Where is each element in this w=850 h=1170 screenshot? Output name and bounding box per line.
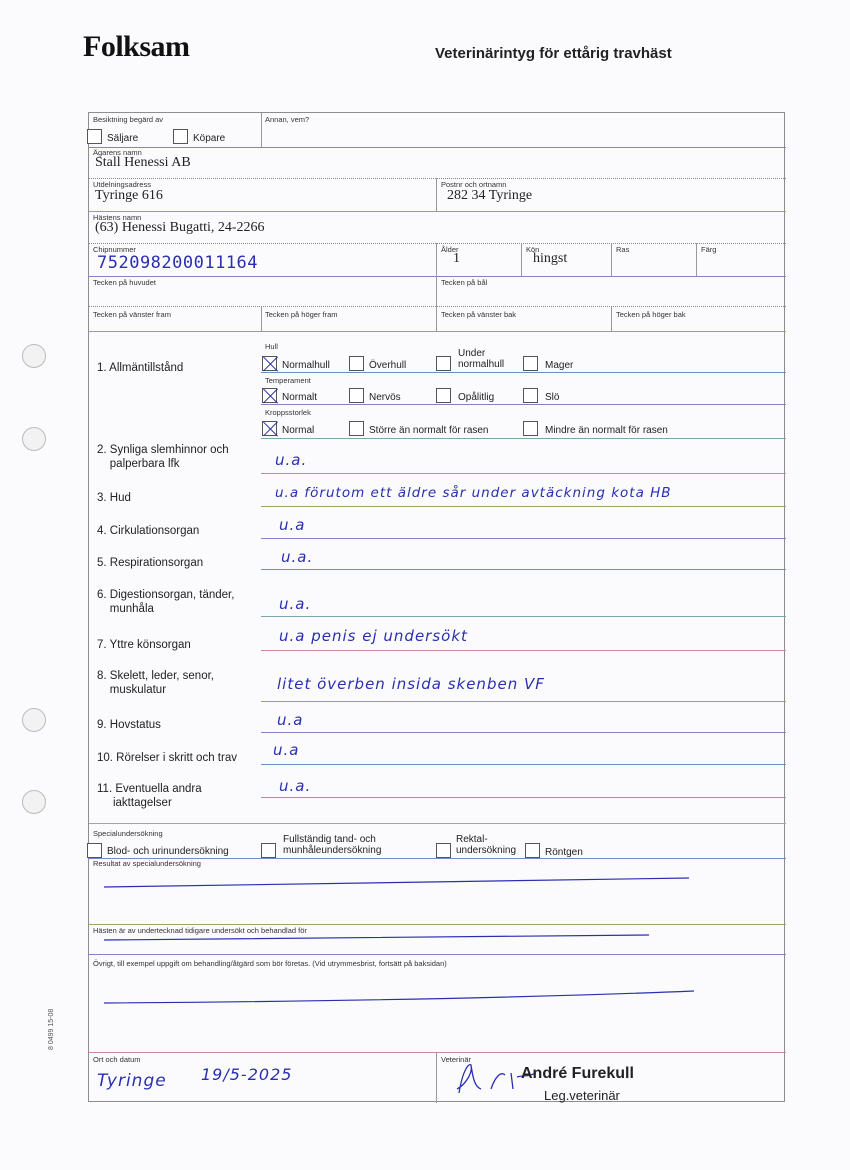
size-smaller-checkbox[interactable]	[523, 421, 538, 436]
punch-hole	[22, 708, 46, 732]
chip-label: Chipnummer	[93, 245, 136, 254]
temperament-option-label: Normalt	[282, 392, 318, 403]
blood-urine-label: Blod- och urinundersökning	[107, 846, 229, 857]
color-label: Färg	[701, 245, 717, 254]
address-label: Utdelningsadress	[93, 180, 151, 189]
notes-pen-stroke	[99, 985, 699, 1009]
divider	[436, 306, 437, 331]
section-2-label: 2. Synliga slemhinnor och palperbara lfk	[97, 444, 229, 470]
section-3-value[interactable]: u.a förutom ett äldre sår under avtäckning kota HB	[275, 485, 672, 501]
divider	[89, 276, 786, 277]
section-6-value[interactable]: u.a.	[279, 595, 312, 613]
size-option-label: Normal	[282, 425, 315, 436]
divider	[89, 924, 786, 925]
mark-right-front-label: Tecken på höger fram	[265, 310, 338, 319]
divider	[261, 650, 786, 651]
divider	[89, 954, 786, 955]
age-label: Ålder	[441, 245, 459, 254]
temperament-unreliable-checkbox[interactable]	[436, 388, 451, 403]
temperament-nervous-checkbox[interactable]	[349, 388, 364, 403]
dental-label: Fullständig tand- och munhåleundersökning	[283, 834, 382, 856]
temperament-option-label: Nervös	[369, 392, 401, 403]
hull-under-checkbox[interactable]	[436, 356, 451, 371]
divider	[261, 404, 786, 405]
divider	[261, 473, 786, 474]
body-size-label: Kroppsstorlek	[265, 408, 311, 417]
mark-right-rear-label: Tecken på höger bak	[616, 310, 686, 319]
section-8-label: 8. Skelett, leder, senor, muskulatur	[97, 670, 214, 696]
age-value[interactable]: 1	[453, 251, 460, 266]
divider	[696, 243, 697, 276]
divider	[261, 113, 262, 147]
document-title: Veterinärintyg för ettårig travhäst	[435, 45, 672, 62]
form-frame	[88, 112, 785, 1102]
divider	[261, 797, 786, 798]
divider	[89, 331, 786, 332]
result-pen-stroke	[99, 873, 699, 893]
section-11-value[interactable]: u.a.	[279, 777, 312, 795]
mark-body-label: Tecken på bål	[441, 278, 488, 287]
section-10-label: 10. Rörelser i skritt och trav	[97, 752, 237, 764]
divider	[611, 306, 612, 331]
size-normal-checkbox[interactable]	[262, 421, 277, 436]
hull-label: Hull	[265, 342, 278, 351]
divider	[261, 569, 786, 570]
divider	[436, 276, 437, 306]
section-1-label: 1. Allmäntillstånd	[97, 362, 184, 374]
seller-checkbox[interactable]	[87, 129, 102, 144]
divider	[436, 243, 437, 276]
vet-name-stamp: André Furekull	[521, 1065, 634, 1082]
section-2-value[interactable]: u.a.	[275, 451, 308, 469]
divider	[89, 823, 786, 824]
other-who-label: Annan, vem?	[265, 115, 310, 124]
hull-option-label: Mager	[545, 360, 574, 371]
postal-value[interactable]: 282 34 Tyringe	[447, 188, 533, 203]
punch-hole	[22, 344, 46, 368]
vet-label: Veterinär	[441, 1055, 472, 1064]
date-value[interactable]: 19/5-2025	[201, 1065, 293, 1084]
section-9-value[interactable]: u.a	[277, 711, 304, 729]
divider	[436, 178, 437, 211]
divider	[611, 243, 612, 276]
hull-mager-checkbox[interactable]	[523, 356, 538, 371]
size-option-label: Större än normalt för rasen	[369, 425, 489, 436]
horse-name-value[interactable]: (63) Henessi Bugatti, 24-2266	[95, 220, 265, 235]
mark-head-label: Tecken på huvudet	[93, 278, 156, 287]
section-5-value[interactable]: u.a.	[281, 548, 314, 566]
divider	[261, 372, 786, 373]
divider	[261, 538, 786, 539]
hull-normal-checkbox[interactable]	[262, 356, 277, 371]
section-5-label: 5. Respirationsorgan	[97, 557, 204, 569]
dental-checkbox[interactable]	[261, 843, 276, 858]
divider	[261, 701, 786, 702]
vet-title-stamp: Leg.veterinär	[544, 1088, 620, 1103]
section-6-label: 6. Digestionsorgan, tänder, munhåla	[97, 589, 235, 615]
section-4-value[interactable]: u.a	[279, 516, 306, 534]
chip-value[interactable]: 752098200011164	[97, 253, 259, 273]
sex-value[interactable]: hingst	[533, 251, 568, 266]
punch-hole	[22, 427, 46, 451]
breed-label: Ras	[616, 245, 630, 254]
section-4-label: 4. Cirkulationsorgan	[97, 525, 200, 537]
divider	[261, 616, 786, 617]
place-value[interactable]: Tyringe	[97, 1071, 167, 1091]
rectal-checkbox[interactable]	[436, 843, 451, 858]
temperament-slow-checkbox[interactable]	[523, 388, 538, 403]
section-3-label: 3. Hud	[97, 492, 131, 504]
form-code: 8 0499 15-08	[48, 1008, 55, 1050]
hull-option-label: Normalhull	[282, 360, 330, 371]
xray-label: Röntgen	[545, 847, 583, 858]
temperament-option-label: Opålitlig	[458, 392, 495, 403]
prior-pen-stroke	[99, 931, 659, 945]
divider	[89, 147, 786, 148]
folksam-logo: Folksam	[83, 30, 190, 63]
address-value[interactable]: Tyringe 616	[95, 188, 163, 203]
special-exam-title: Specialundersökning	[93, 829, 163, 838]
divider	[261, 506, 786, 507]
rectal-label: Rektal- undersökning	[456, 834, 517, 856]
size-larger-checkbox[interactable]	[349, 421, 364, 436]
divider	[89, 211, 786, 212]
prior-treatment-label: Hästen är av undertecknad tidigare undersökt och behandlad för	[93, 926, 307, 935]
section-10-value[interactable]: u.a	[273, 741, 300, 759]
section-9-label: 9. Hovstatus	[97, 719, 161, 731]
owner-name-label: Ägarens namn	[93, 148, 142, 157]
divider	[89, 1052, 786, 1053]
divider	[89, 178, 786, 179]
temperament-label: Temperament	[265, 376, 311, 385]
section-7-label: 7. Yttre könsorgan	[97, 639, 191, 651]
divider	[521, 243, 522, 276]
temperament-normal-checkbox[interactable]	[262, 388, 277, 403]
hull-option-label: Under normalhull	[458, 348, 505, 370]
section-11-label: 11. Eventuella andra iakttagelser	[97, 783, 202, 809]
hull-option-label: Överhull	[369, 360, 407, 371]
seller-label: Säljare	[107, 133, 139, 144]
special-result-label: Resultat av specialundersökning	[93, 859, 201, 868]
temperament-option-label: Slö	[545, 392, 560, 403]
requested-by-label: Besiktning begärd av	[93, 115, 164, 124]
divider	[89, 306, 786, 307]
xray-checkbox[interactable]	[525, 843, 540, 858]
divider	[436, 1052, 437, 1103]
horse-name-label: Hästens namn	[93, 213, 142, 222]
hull-over-checkbox[interactable]	[349, 356, 364, 371]
place-date-label: Ort och datum	[93, 1055, 141, 1064]
buyer-label: Köpare	[193, 133, 226, 144]
divider	[261, 764, 786, 765]
punch-hole	[22, 790, 46, 814]
divider	[89, 243, 786, 244]
other-notes-label: Övrigt, till exempel uppgift om behandling/åtgärd som bör företas. (Vid utrymmesbrist, fortsätt på baksidan)	[93, 959, 447, 968]
mark-left-front-label: Tecken på vänster fram	[93, 310, 171, 319]
mark-left-rear-label: Tecken på vänster bak	[441, 310, 517, 319]
blood-urine-checkbox[interactable]	[87, 843, 102, 858]
size-option-label: Mindre än normalt för rasen	[545, 425, 668, 436]
section-8-value[interactable]: litet överben insida skenben VF	[277, 675, 545, 693]
sex-label: Kön	[526, 245, 540, 254]
buyer-checkbox[interactable]	[173, 129, 188, 144]
divider	[261, 732, 786, 733]
section-7-value[interactable]: u.a penis ej undersökt	[279, 627, 468, 645]
divider	[261, 438, 786, 439]
owner-name-value[interactable]: Stall Henessi AB	[95, 155, 191, 170]
postal-label: Postnr och ortnamn	[441, 180, 507, 189]
divider	[261, 306, 262, 331]
